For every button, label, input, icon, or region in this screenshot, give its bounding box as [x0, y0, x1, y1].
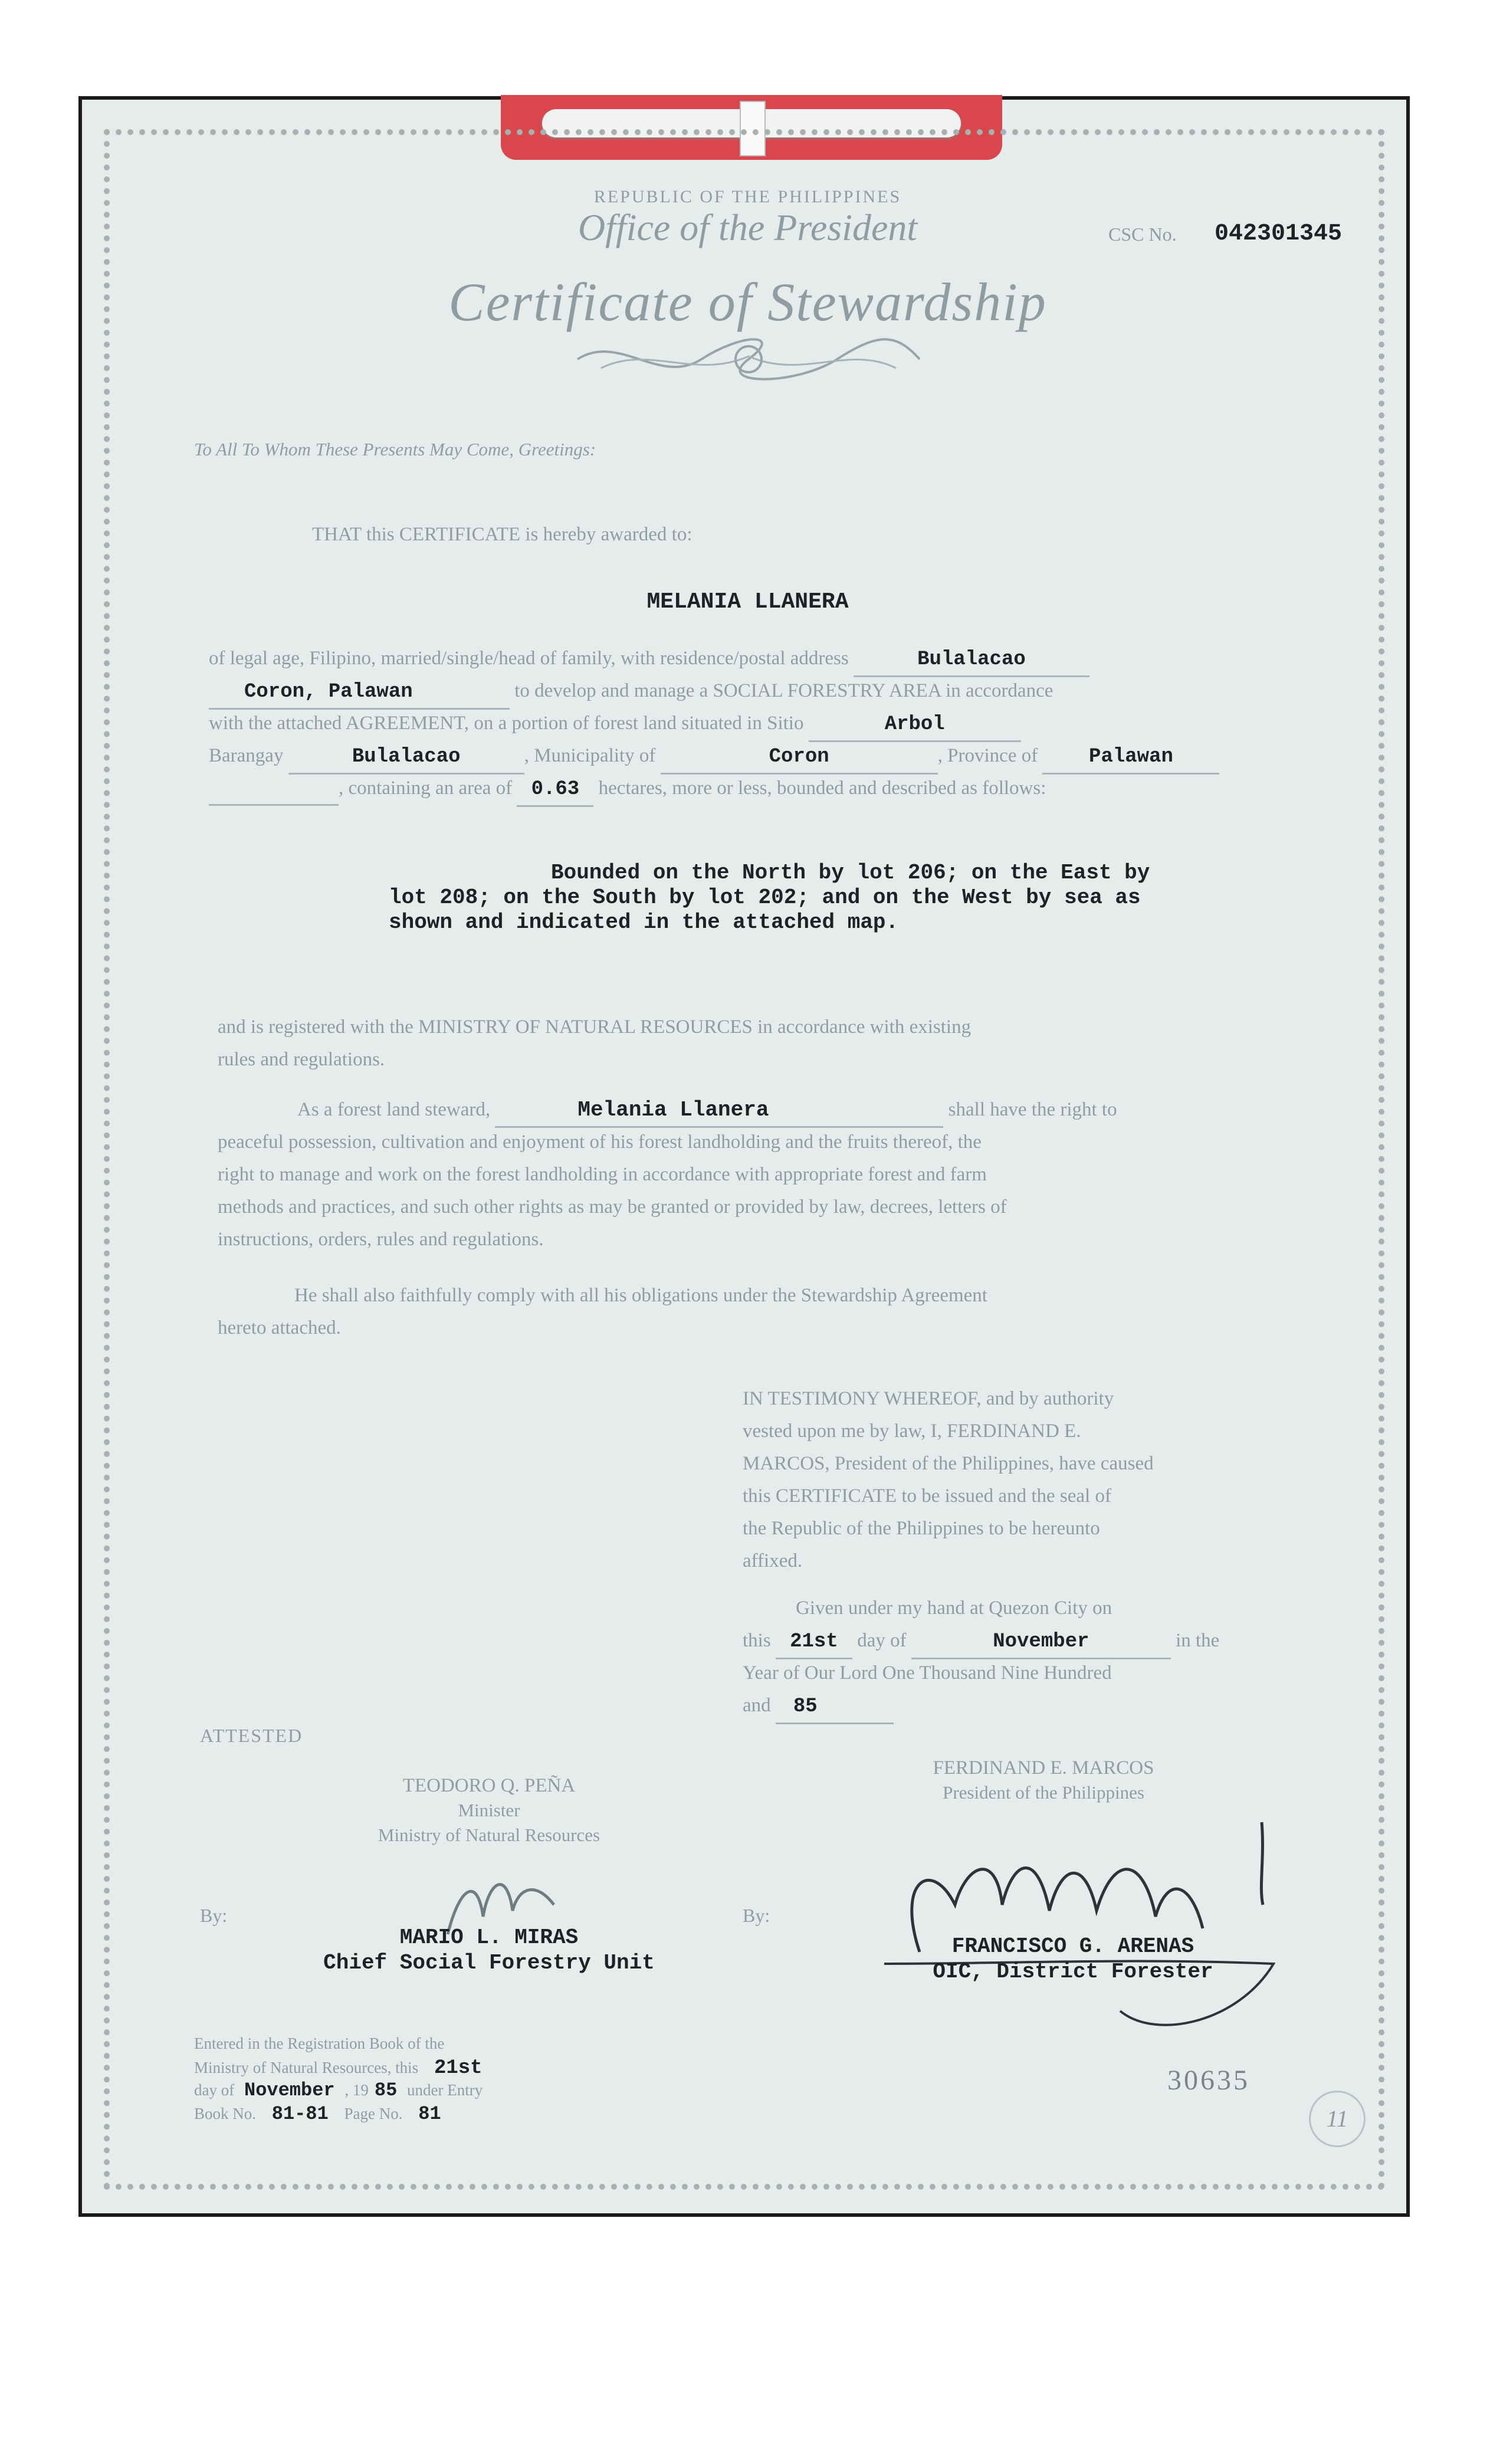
csc-number: 042301345: [1215, 221, 1343, 247]
president-name: FERDINAND E. MARCOS: [933, 1757, 1154, 1779]
office-heading: Office of the President: [577, 206, 918, 248]
page-mark: 11: [1309, 2091, 1366, 2147]
forester-name: FRANCISCO G. ARENAS: [951, 1934, 1194, 1958]
award-line2: [209, 675, 1053, 710]
certificate-title: Certificate of Stewardship: [448, 272, 1047, 332]
greeting: To All To Whom These Presents May Come, Greetings:: [194, 439, 596, 460]
registry-month: November: [244, 2079, 335, 2101]
republic-heading: REPUBLIC OF THE PHILIPPINES: [593, 187, 902, 206]
registry-year: 85: [374, 2079, 398, 2101]
registry-line-1: Entered in the Registration Book of the: [194, 2035, 445, 2052]
boundary-line-3: shown and indicated in the attached map.: [389, 910, 899, 934]
award-line5: [209, 772, 1046, 807]
boundary-line-2: lot 208; on the South by lot 202; and on the West by sea as: [389, 885, 1141, 910]
award-line2-text: to develop and manage a SOCIAL FORESTRY AREA in accordance: [514, 680, 1053, 701]
testimony-line-5: the Republic of the Philippines to be hereunto: [743, 1518, 1100, 1539]
municipality-label: , Municipality of: [524, 745, 656, 766]
steward-name-field: [495, 1094, 943, 1128]
award-line1: [209, 642, 1089, 677]
minister-title: Minister: [458, 1800, 520, 1820]
steward-suffix: shall have the right to: [948, 1099, 1117, 1120]
by-label-right: By:: [743, 1905, 770, 1926]
month-field: [911, 1625, 1171, 1659]
by-label-left: By:: [200, 1905, 228, 1926]
registry-day-of: day of: [194, 2081, 235, 2099]
province-continuation-field: [209, 772, 339, 806]
barangay-value: Bulalacao: [352, 746, 461, 768]
steward-line-0: [297, 1094, 1117, 1128]
forester-signature-icon: [825, 1787, 1309, 2040]
book-label: Book No.: [194, 2105, 257, 2122]
certificate-scan: [78, 96, 1410, 2217]
area-label: , containing an area of: [339, 777, 513, 799]
chief-name: MARIO L. MIRAS: [399, 1925, 579, 1950]
steward-name: Melania Llanera: [577, 1098, 769, 1122]
address-field-1: [854, 642, 1089, 677]
barangay-field: [288, 740, 524, 775]
testimony-line-1: IN TESTIMONY WHEREOF, and by authority: [743, 1388, 1114, 1409]
year-line: Year of Our Lord One Thousand Nine Hundred: [743, 1662, 1112, 1684]
steward-prefix: As a forest land steward,: [297, 1099, 491, 1120]
award-line4: [209, 740, 1219, 775]
registry-line-3: [194, 2079, 483, 2101]
award-line3-text: with the attached AGREEMENT, on a portion of forest land situated in Sitio: [209, 713, 804, 734]
and-label: and: [743, 1695, 771, 1716]
award-line1-text: of legal age, Filipino, married/single/head of family, with residence/postal address: [209, 648, 849, 669]
compliance-line-1: He shall also faithfully comply with all his obligations under the Stewardship Agreement: [294, 1285, 987, 1306]
given-line: Given under my hand at Quezon City on: [796, 1597, 1112, 1619]
this-label: this: [743, 1630, 771, 1651]
date-line: [743, 1625, 1219, 1659]
sitio-value: Arbol: [884, 713, 945, 736]
registration-line-2: rules and regulations.: [218, 1049, 385, 1070]
municipality-value: Coron: [769, 746, 829, 768]
testimony-line-4: this CERTIFICATE to be issued and the seal of: [743, 1485, 1111, 1507]
municipality-field: [661, 740, 938, 775]
registry-entry-label: under Entry: [407, 2081, 483, 2099]
steward-line-4: instructions, orders, rules and regulations.: [218, 1229, 544, 1250]
boundary-line-1: Bounded on the North by lot 206; on the East by: [551, 861, 1150, 885]
steward-line-3: methods and practices, and such other rights as may be granted or provided by law, decrees, letters of: [218, 1196, 1007, 1218]
minister-name: TEODORO Q. PEÑA: [402, 1775, 576, 1796]
award-line3: [209, 707, 1021, 742]
csc-label: CSC No.: [1108, 224, 1177, 245]
attested-label: ATTESTED: [200, 1725, 303, 1746]
forester-title: OIC, District Forester: [933, 1960, 1213, 1984]
registry-line-4: [194, 2103, 453, 2125]
serial-number: 30635: [1167, 2065, 1250, 2096]
compliance-line-2: hereto attached.: [218, 1317, 341, 1338]
area-suffix: hectares, more or less, bounded and described as follows:: [598, 777, 1046, 799]
award-intro: THAT this CERTIFICATE is hereby awarded to:: [312, 524, 693, 545]
month-value: November: [993, 1630, 1089, 1653]
area-value: 0.63: [531, 778, 580, 800]
registry-day: 21st: [434, 2057, 483, 2079]
address-field-2: [209, 675, 510, 710]
year-field: [776, 1689, 894, 1724]
ornament-flourish-icon: [566, 333, 931, 386]
address1-value: Bulalacao: [917, 648, 1026, 671]
day-field: [776, 1625, 852, 1659]
president-title: President of the Philippines: [943, 1782, 1144, 1803]
year-and-line: [743, 1689, 894, 1724]
day-value: 21st: [790, 1630, 838, 1653]
book-value: 81-81: [271, 2103, 329, 2125]
registry-line-2-text: Ministry of Natural Resources, this: [194, 2059, 419, 2076]
steward-line-1: peaceful possession, cultivation and enjoyment of his forest landholding and the fruits thereof, the: [218, 1131, 982, 1153]
testimony-line-6: affixed.: [743, 1550, 803, 1571]
page-label: Page No.: [344, 2105, 403, 2122]
testimony-line-3: MARCOS, President of the Philippines, have caused: [743, 1453, 1154, 1474]
registration-line-1: and is registered with the MINISTRY OF NATURAL RESOURCES in accordance with existing: [218, 1016, 972, 1038]
in-the-label: in the: [1176, 1630, 1220, 1651]
province-value: Palawan: [1089, 746, 1173, 768]
sitio-field: [809, 707, 1021, 742]
testimony-line-2: vested upon me by law, I, FERDINAND E.: [743, 1420, 1081, 1442]
minister-office: Ministry of Natural Resources: [378, 1825, 600, 1845]
steward-line-2: right to manage and work on the forest landholding in accordance with appropriate forest and farm: [218, 1164, 987, 1185]
registry-line-2: [194, 2057, 483, 2079]
address2-value: Coron, Palawan: [244, 681, 413, 703]
registry-year-prefix: , 19: [344, 2081, 369, 2099]
area-field: [517, 772, 593, 807]
province-label: , Province of: [937, 745, 1038, 766]
awardee-name: MELANIA LLANERA: [646, 589, 849, 615]
barangay-label: Barangay: [209, 745, 284, 766]
day-of-label: day of: [857, 1630, 907, 1651]
chief-title: Chief Social Forestry Unit: [323, 1951, 655, 1975]
year-value: 85: [793, 1695, 818, 1718]
page-value: 81: [418, 2103, 441, 2125]
province-field: [1042, 740, 1219, 775]
